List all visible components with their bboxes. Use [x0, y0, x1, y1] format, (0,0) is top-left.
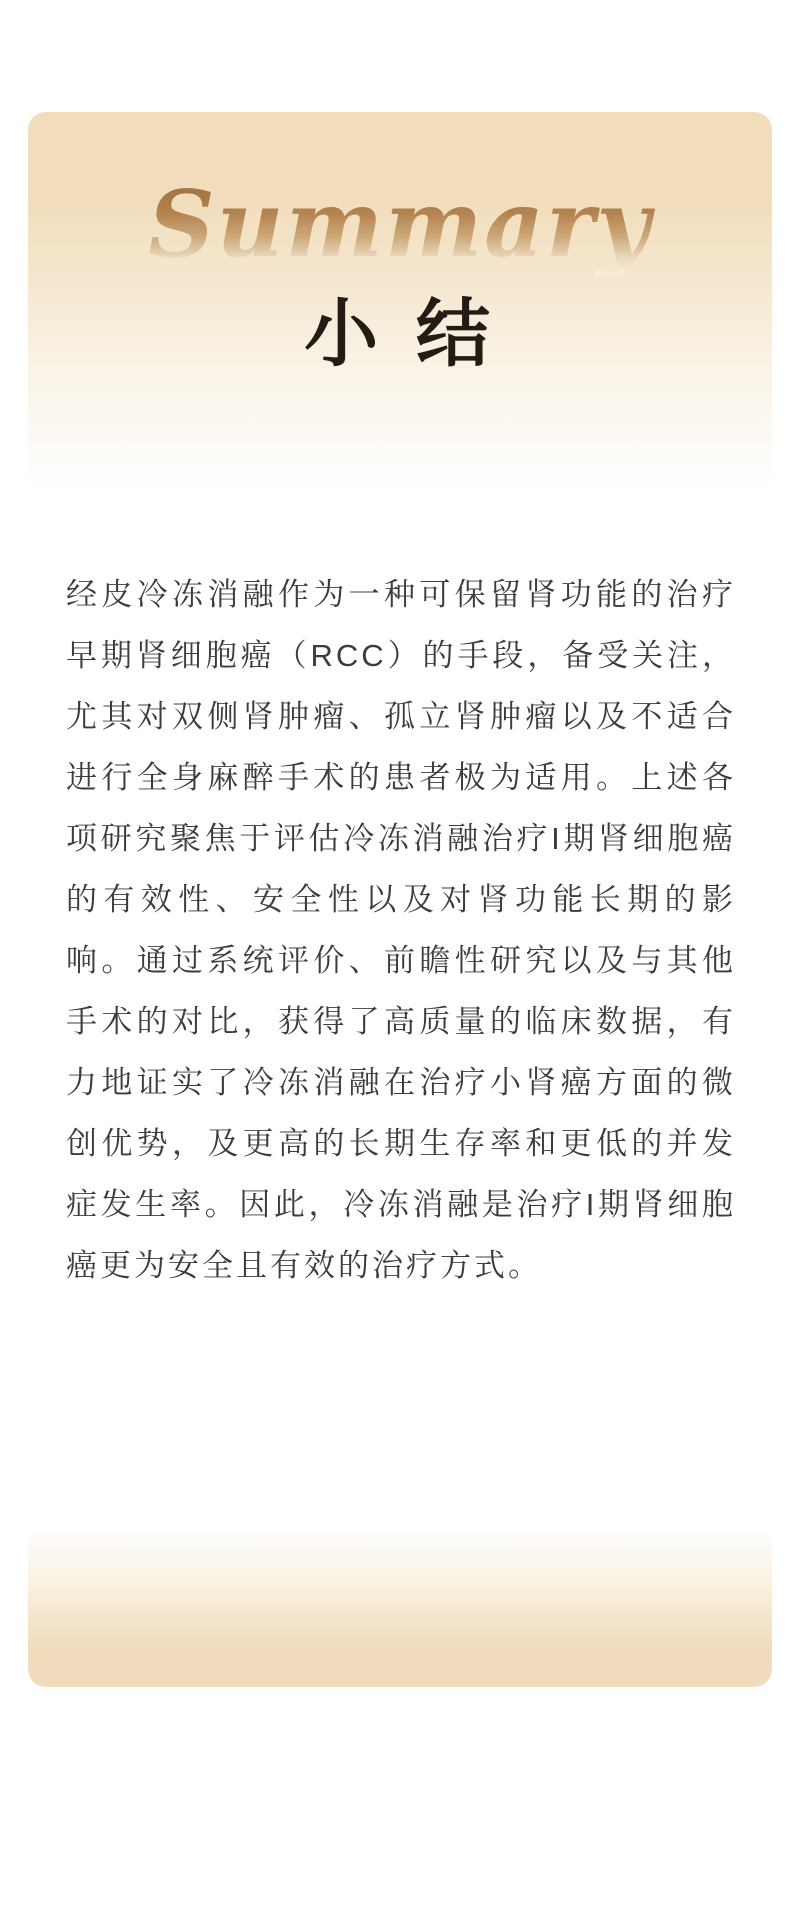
summary-card: [28, 112, 772, 1687]
card-title-english: Summary: [28, 174, 772, 275]
card-title-chinese: 小 结: [304, 291, 496, 377]
summary-paragraph: 经皮冷冻消融作为一种可保留肾功能的治疗早期肾细胞癌（RCC）的手段，备受关注，尤其对双侧肾肿瘤、孤立肾肿瘤以及不适合进行全身麻醉手术的患者极为适用。上述各项研究聚焦于评估冷冻消融治疗I期肾细胞癌的有效性、安全性以及对肾功能长期的影响。通过系统评价、前瞻性研究以及与其他手术的对比，获得了高质量的临床数据，有力地证实了冷冻消融在治疗小肾癌方面的微创优势，及更高的长期生存率和更低的并发症发生率。因此，冷冻消融是治疗I期肾细胞癌更为安全且有效的治疗方式。: [66, 577, 736, 1283]
